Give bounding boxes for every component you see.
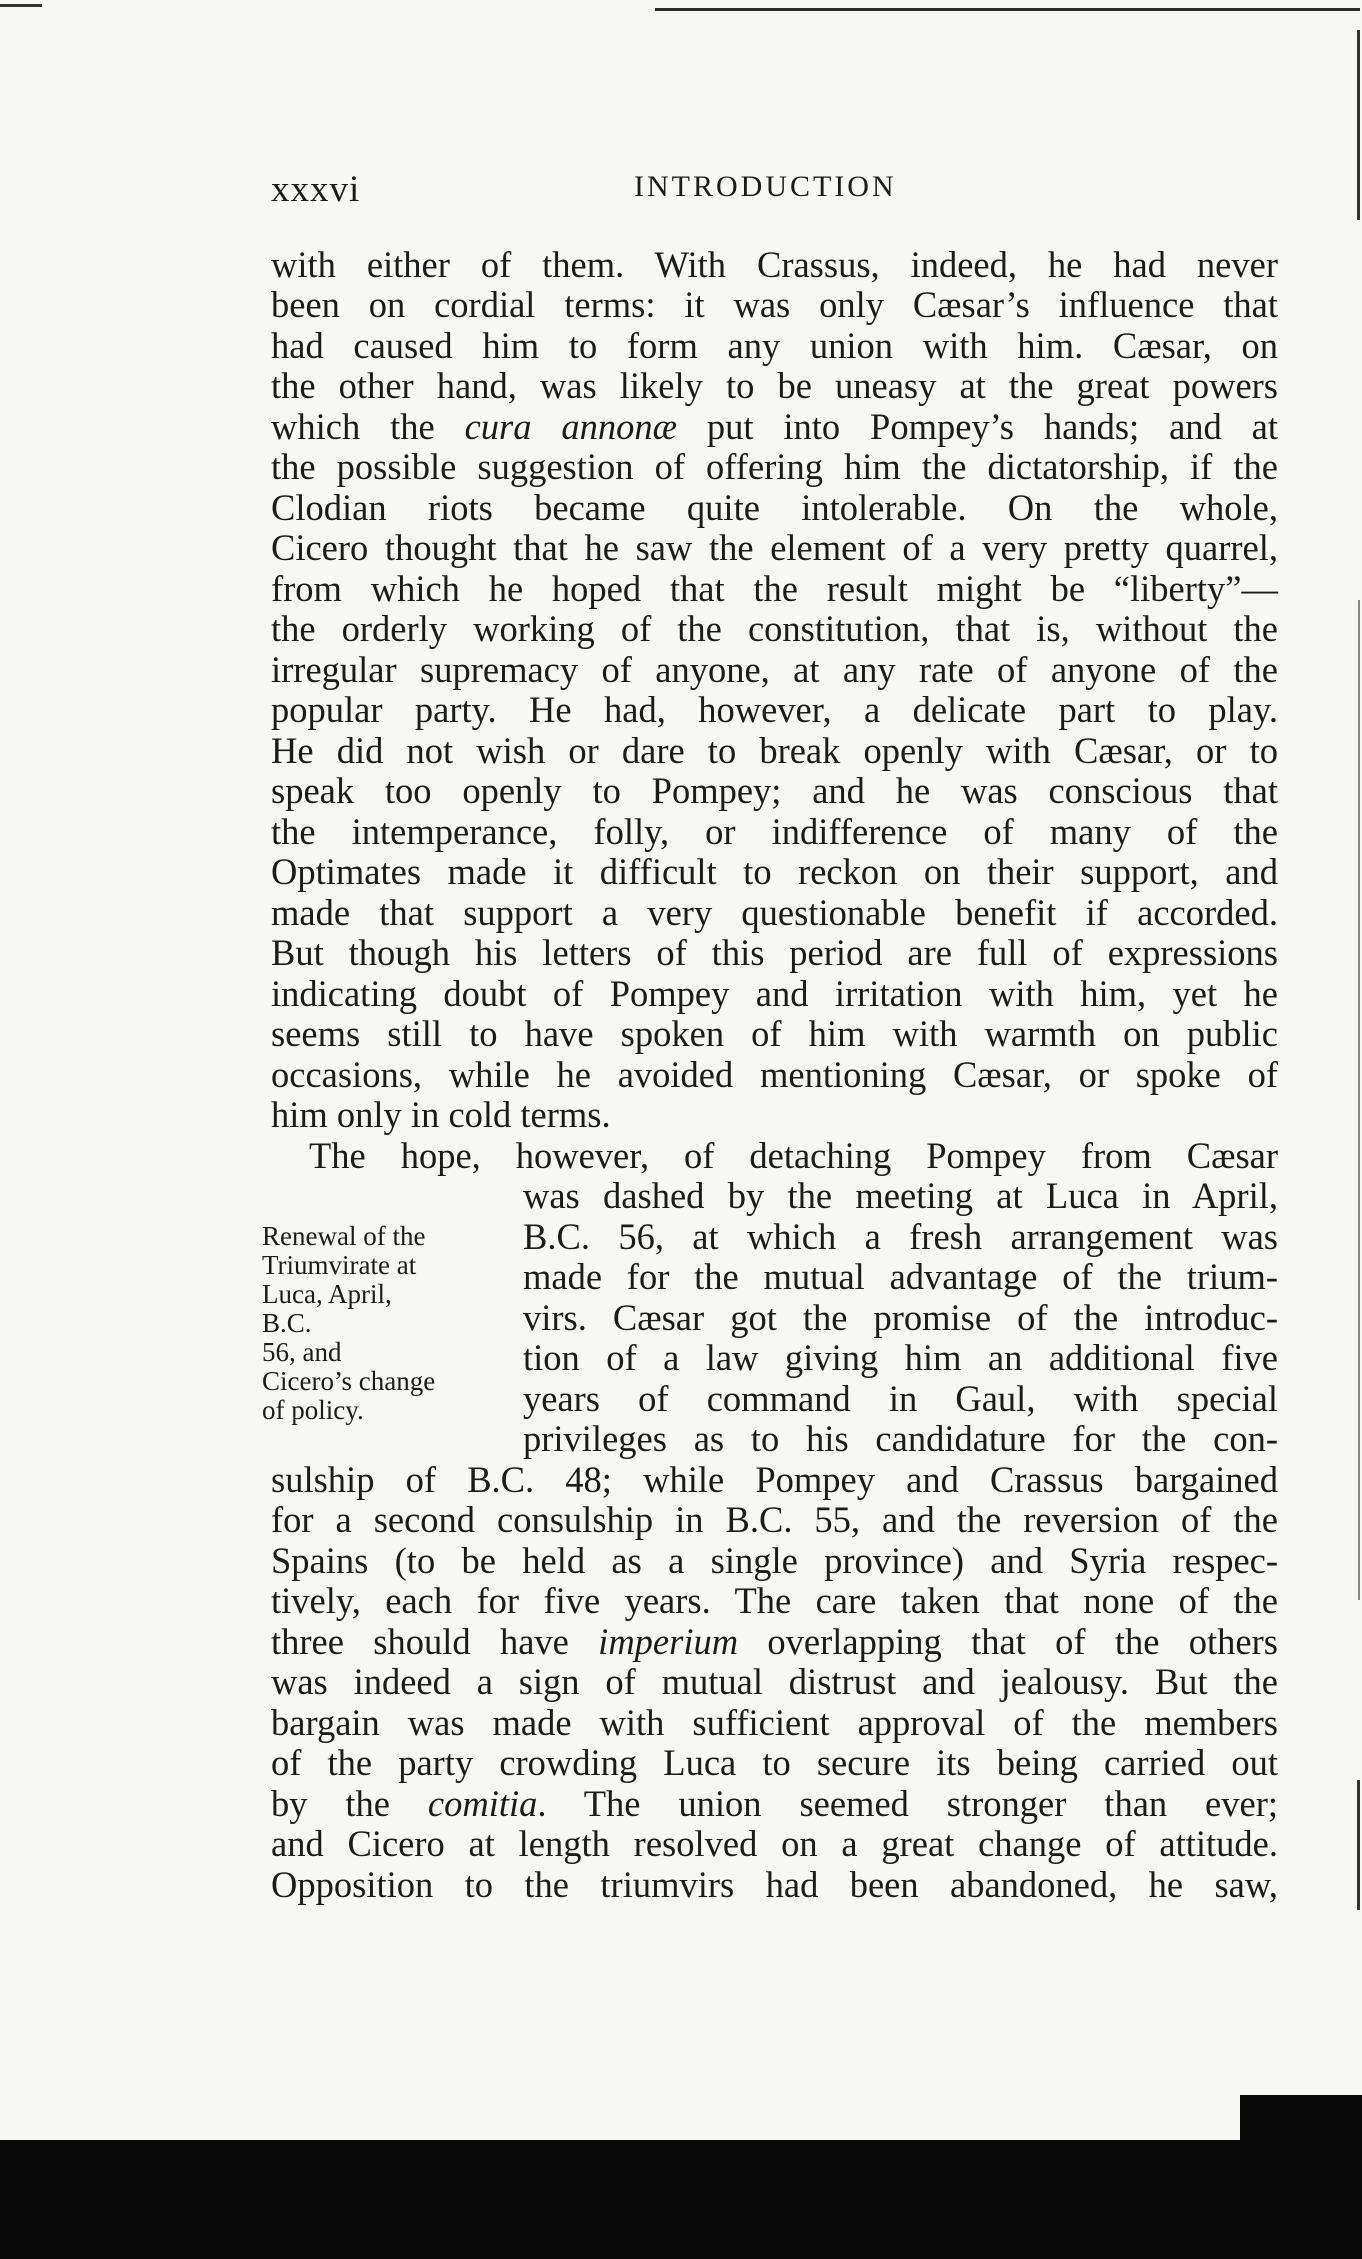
text-line: tively, each for five years. The care taken that none of the [271, 1580, 1278, 1621]
text-line: been on cordial terms: it was only Cæsar’s influence that [271, 284, 1278, 325]
text-line: Optimates made it difficult to reckon on their support, and [271, 851, 1278, 892]
sidenote-line: Luca, April, [262, 1279, 392, 1309]
text-line: the orderly working of the constitution, that is, without the [271, 608, 1278, 649]
text-line: by the comitia. The union seemed stronger than ever; [271, 1783, 1278, 1824]
text-line: was indeed a sign of mutual distrust and jealousy. But the [271, 1661, 1278, 1702]
text-line: made that support a very questionable benefit if accorded. [271, 892, 1278, 933]
top-left-scan-mark [0, 4, 42, 7]
text-line: made for the mutual advantage of the trium- [523, 1256, 1278, 1297]
text-line: of the party crowding Luca to secure its being carried out [271, 1742, 1278, 1783]
text-line: sulship of B.C. 48; while Pompey and Crassus bargained [271, 1459, 1278, 1500]
scan-border-dark [1240, 2095, 1362, 2145]
text-line: irregular supremacy of anyone, at any rate of anyone of the [271, 649, 1278, 690]
text-line: tion of a law giving him an additional five [523, 1337, 1278, 1378]
text-line: Opposition to the triumvirs had been abandoned, he saw, [271, 1864, 1278, 1905]
text-line: and Cicero at length resolved on a great change of attitude. [271, 1823, 1278, 1864]
sidenote-line: of policy. [262, 1395, 364, 1425]
text-line: bargain was made with sufficient approval of the members [271, 1702, 1278, 1743]
text-line: The hope, however, of detaching Pompey from Cæsar [309, 1135, 1278, 1176]
text-line: with either of them. With Crassus, indeed, he had never [271, 244, 1278, 285]
sidenote-line: Renewal of the [262, 1221, 426, 1251]
text-line: B.C. 56, at which a fresh arrangement was [523, 1216, 1278, 1257]
latin-term: cura annonæ [464, 406, 677, 447]
latin-term: comitia [427, 1783, 538, 1824]
text-line: speak too openly to Pompey; and he was conscious that [271, 770, 1278, 811]
sidenote-line: Triumvirate at [262, 1250, 417, 1280]
running-head: INTRODUCTION [634, 170, 897, 203]
text-line: virs. Cæsar got the promise of the introduc- [523, 1297, 1278, 1338]
text-line: indicating doubt of Pompey and irritation with him, yet he [271, 973, 1278, 1014]
text-line: was dashed by the meeting at Luca in April, [523, 1175, 1278, 1216]
text-line: the possible suggestion of offering him the dictatorship, if the [271, 446, 1278, 487]
sidenote-line: B.C. 56, and [262, 1308, 342, 1367]
right-edge-scan-mark [1357, 30, 1360, 220]
scan-border-dark [0, 2140, 1362, 2259]
text-line: Cicero thought that he saw the element of a very pretty quarrel, [271, 527, 1278, 568]
text-line: had caused him to form any union with him. Cæsar, on [271, 325, 1278, 366]
text-line: three should have imperium overlapping that of the others [271, 1621, 1278, 1662]
sidenote-line: Cicero’s change [262, 1366, 436, 1396]
text-line: popular party. He had, however, a delicate part to play. [271, 689, 1278, 730]
text-line: privileges as to his candidature for the con- [523, 1418, 1278, 1459]
text-line: the other hand, was likely to be uneasy at the great powers [271, 365, 1278, 406]
text-line: which the cura annonæ put into Pompey’s hands; and at [271, 406, 1279, 447]
right-edge-scan-mark [1357, 1780, 1360, 1910]
text-line: Clodian riots became quite intolerable. On the whole, [271, 487, 1278, 528]
text-line: for a second consulship in B.C. 55, and the reversion of the [271, 1499, 1278, 1540]
text-line: years of command in Gaul, with special [523, 1378, 1278, 1419]
text-line: from which he hoped that the result might be “liberty”— [271, 568, 1278, 609]
text-line: the intemperance, folly, or indifference of many of the [271, 811, 1278, 852]
text-line: Spains (to be held as a single province) and Syria respec- [271, 1540, 1278, 1581]
text-line: But though his letters of this period are full of expressions [271, 932, 1278, 973]
text-line: occasions, while he avoided mentioning Cæsar, or spoke of [271, 1054, 1278, 1095]
margin-sidenote [262, 1222, 502, 1425]
top-scan-rule [655, 8, 1360, 11]
latin-term: imperium [598, 1621, 739, 1662]
text-line: seems still to have spoken of him with warmth on public [271, 1013, 1278, 1054]
text-line: him only in cold terms. [271, 1094, 611, 1135]
page-number: xxxvi [271, 169, 361, 210]
text-line: He did not wish or dare to break openly with Cæsar, or to [271, 730, 1278, 771]
right-edge-scan-mark [1358, 600, 1360, 1600]
